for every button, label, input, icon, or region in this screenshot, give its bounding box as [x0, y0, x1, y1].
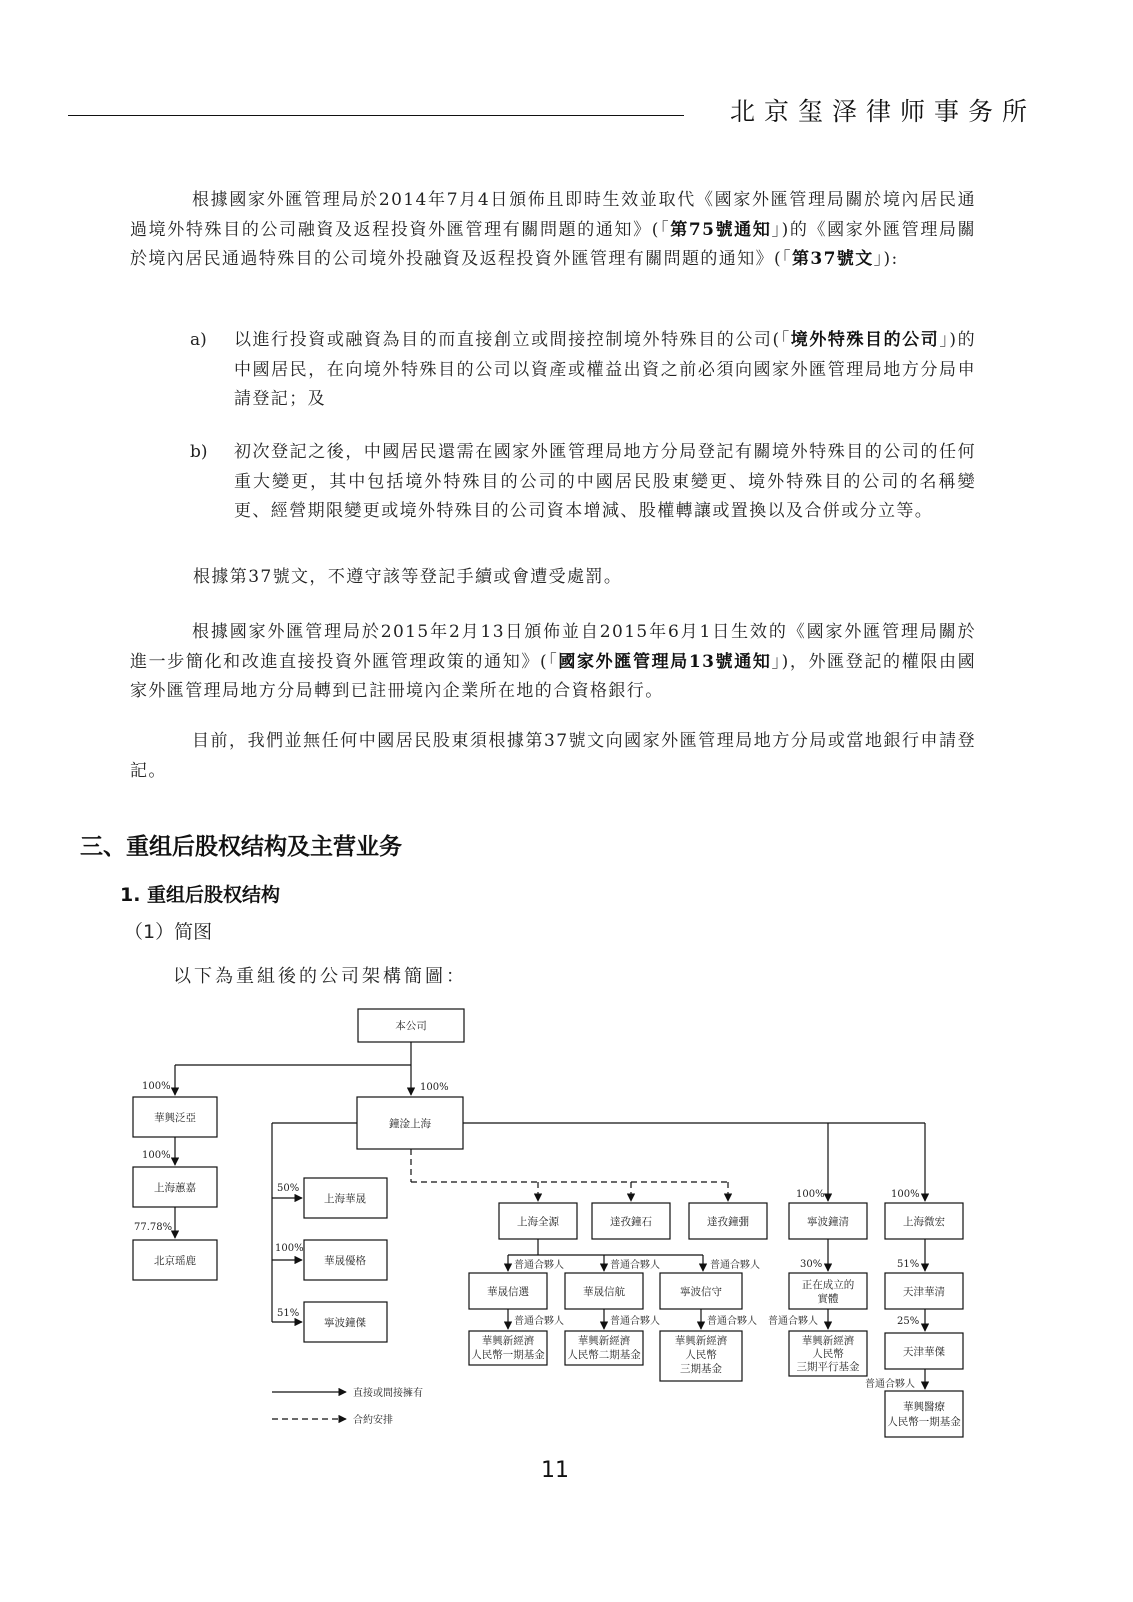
- node-fund-2: 華興新經濟: [577, 1335, 631, 1347]
- node-ningbo-zhongqing: 寧波鐘清: [807, 1216, 849, 1228]
- defined-term: 境外特殊目的公司: [790, 330, 940, 350]
- defined-term: 第75號通知: [670, 219, 772, 240]
- node-fund-1: 華興新經濟: [481, 1335, 535, 1347]
- node-tianjin-huajie: 天津華傑: [903, 1346, 945, 1358]
- gp-label: 普通合夥人: [768, 1316, 818, 1327]
- node-ningbo-zhongpeng: 達孜鐘弸: [707, 1216, 749, 1228]
- pct-label: 77.78%: [134, 1222, 173, 1233]
- firm-name: 北京玺泽律师事务所: [730, 97, 1037, 126]
- node-huasheng-youge: 華晟優格: [324, 1255, 366, 1267]
- pct-label: 100%: [275, 1243, 304, 1254]
- chart-intro-text: 以下為重組後的公司架構簡圖：: [173, 966, 467, 987]
- node-huaxing-shanghai: 鐘淦上海: [389, 1118, 431, 1130]
- text-run: 」)的《國家外匯管理局關於境內居民通過特殊目的公司境外投融資及返程投資外匯管理有關問題的通知》(「: [130, 219, 976, 269]
- node-fund-4: 人民幣: [812, 1348, 844, 1360]
- list-marker-a: a): [190, 330, 207, 350]
- pct-label: 100%: [891, 1189, 920, 1200]
- defined-term: 第37號文: [791, 249, 874, 269]
- page-number: 11: [541, 1458, 569, 1483]
- text-run: 根據國家外匯管理局於2015年2月13日頒佈並自2015年6月1日生效的《國家外匯管理局關於進一步簡化和改進直接投資外匯管理政策的通知》(「: [130, 622, 976, 672]
- gp-label: 普通合夥人: [514, 1316, 564, 1327]
- pct-label: 100%: [142, 1150, 171, 1161]
- subsection-heading: 1. 重组后股权结构: [120, 884, 281, 906]
- legend-solid-label: 直接或間接擁有: [353, 1388, 423, 1399]
- pct-label: 51%: [897, 1259, 920, 1270]
- node-tianjin-huaqing: 天津華清: [903, 1286, 945, 1298]
- node-shanghai-huasheng: 上海華晟: [324, 1193, 366, 1205]
- defined-term: 國家外匯管理局13號通知: [558, 651, 772, 672]
- text-run: 以進行投資或融資為目的而直接創立或間接控制境外特殊目的公司(「: [234, 330, 791, 350]
- pct-label: 30%: [800, 1259, 823, 1270]
- gp-label: 普通合夥人: [710, 1260, 760, 1271]
- node-box: [885, 1391, 963, 1437]
- gp-label: 普通合夥人: [610, 1316, 660, 1327]
- pct-label: 51%: [277, 1308, 300, 1319]
- node-entity-formation: 實體: [817, 1293, 839, 1305]
- node-entity-formation: 正在成立的: [801, 1279, 855, 1291]
- node-fund-4: 三期平行基金: [796, 1361, 860, 1373]
- node-company: 本公司: [395, 1020, 427, 1032]
- node-fund-2: 人民幣二期基金: [567, 1349, 641, 1361]
- node-medical-fund: 人民幣一期基金: [887, 1416, 961, 1428]
- gp-label: 普通合夥人: [865, 1379, 915, 1390]
- node-huasheng-xinxuan: 華晟信選: [487, 1286, 529, 1298]
- section-heading: 三、重组后股权结构及主营业务: [80, 834, 402, 860]
- node-fund-3: 華興新經濟: [674, 1335, 728, 1347]
- node-fund-3: 人民幣: [685, 1349, 717, 1361]
- pct-label: 25%: [897, 1316, 920, 1327]
- node-ningbo-zhongshi: 達孜鐘石: [610, 1216, 652, 1228]
- pct-label: 100%: [142, 1081, 171, 1092]
- paragraph-penalty: 根據第37號文，不遵守該等登記手續或會遭受處罰。: [193, 567, 623, 587]
- node-huasheng-xinhang: 華晟信航: [583, 1286, 625, 1298]
- text-run: 」)的中國居民，在向境外特殊目的公司以資產或權益出資之前必須向國家外匯管理局地方分局申請登記；及: [234, 330, 976, 409]
- pct-label: 100%: [796, 1189, 825, 1200]
- node-fund-1: 人民幣一期基金: [471, 1349, 545, 1361]
- subsection-subheading: （1）简图: [124, 921, 213, 943]
- node-ningbo-xinshou: 寧波信守: [680, 1286, 722, 1298]
- node-beijing-zhilu: 北京瑶鹿: [154, 1255, 196, 1267]
- node-shanghai-ruijia: 上海蕙嘉: [154, 1182, 196, 1194]
- paragraph-current-status: 目前，我們並無任何中國居民股東須根據第37號文向國家外匯管理局地方分局或當地銀行申請登記。: [130, 731, 976, 781]
- legend-dashed-label: 合約安排: [353, 1415, 393, 1426]
- gp-label: 普通合夥人: [514, 1260, 564, 1271]
- pct-label: 50%: [277, 1183, 300, 1194]
- node-shanghai-weihong: 上海微宏: [903, 1216, 945, 1228]
- node-shanghai-quanyuan: 上海全源: [517, 1216, 559, 1228]
- list-marker-b: b): [190, 442, 208, 462]
- text-run: 」)，外匯登記的權限由國家外匯管理局地方分局轉到已註冊境內企業所在地的合資格銀行。: [130, 651, 976, 701]
- node-fund-3: 三期基金: [680, 1363, 722, 1375]
- gp-label: 普通合夥人: [610, 1260, 660, 1271]
- list-item-b: 初次登記之後，中國居民還需在國家外匯管理局地方分局登記有關境外特殊目的公司的任何重大變更，其中包括境外特殊目的公司的中國居民股東變更、境外特殊目的公司的名稱變更、經營期限變更或境外特殊目的公司資本增減、股權轉讓或置換以及合併或分立等。: [234, 442, 976, 521]
- node-ningbo-zhongjie: 寧波鐘傑: [324, 1317, 366, 1329]
- gp-label: 普通合夥人: [707, 1316, 757, 1327]
- node-huaxing-fanya: 華興泛亞: [154, 1112, 196, 1124]
- node-medical-fund: 華興醫療: [903, 1401, 945, 1413]
- text-run: 根據國家外匯管理局於2014年7月4日頒佈且即時生效並取代《國家外匯管理局關於境內居民通過境外特殊目的公司融資及返程投資外匯管理有關問題的通知》(「: [130, 190, 976, 240]
- node-fund-4: 華興新經濟: [801, 1335, 855, 1347]
- text-run: 」):: [873, 249, 899, 269]
- pct-label: 100%: [420, 1082, 449, 1093]
